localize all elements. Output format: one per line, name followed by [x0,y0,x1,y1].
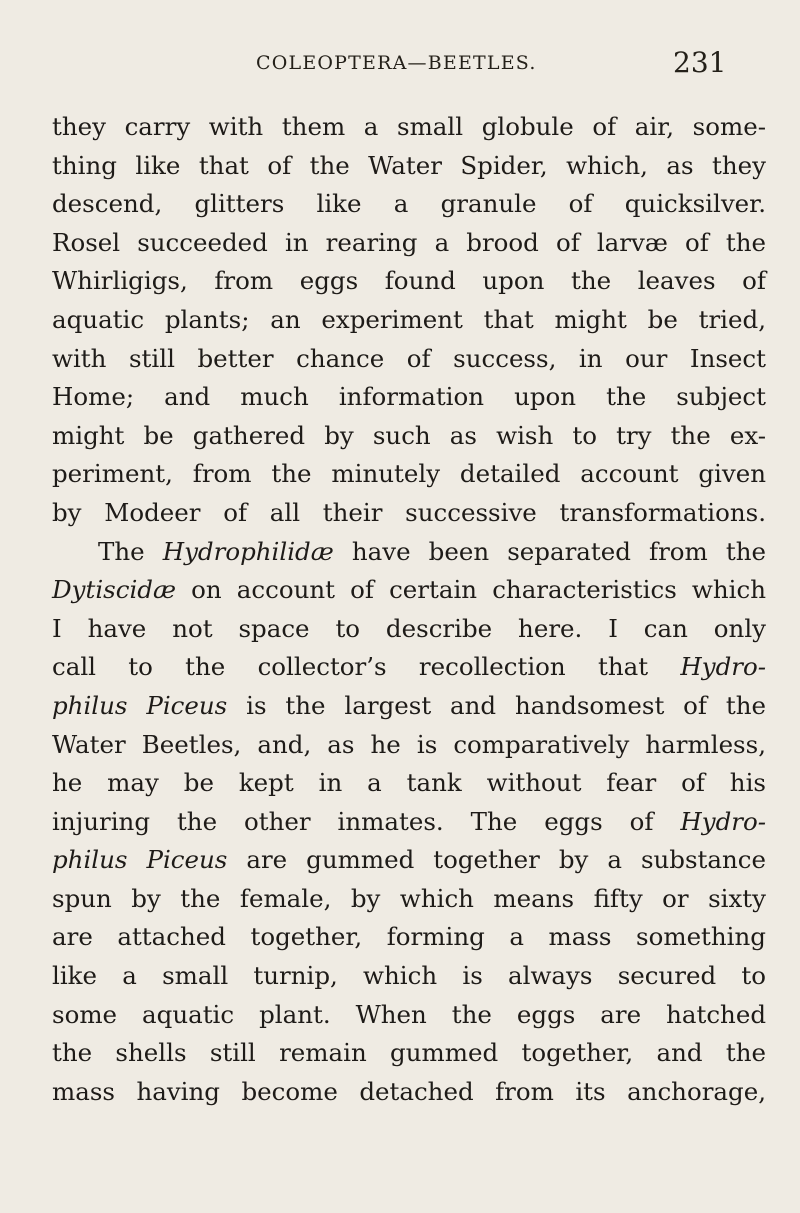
italic-text: Hydro- [680,652,766,682]
running-head: COLEOPTERA—BEETLES. [256,52,537,74]
text-line [52,610,766,649]
text-segment: he may be kept in a tank without fear of his [52,768,766,798]
page-number: 231 [673,46,727,79]
text-segment: Whirligigs, from eggs found upon the leaves of [52,266,766,296]
text-segment: with still better chance of success, in our Insect [52,343,766,373]
text-line [52,957,766,996]
text-segment: are attached together, forming a mass something [52,922,766,952]
italic-text: Dytiscidæ [52,575,177,605]
text-segment: I have not space to describe here. I can only [52,613,766,643]
text-line [52,571,766,610]
text-line [52,533,766,572]
text-line [52,147,766,186]
text-segment: on account of certain characteristics which [176,575,766,605]
text-line [52,726,766,765]
text-line [52,108,766,147]
text-segment: are gummed together by a substance [227,845,766,875]
text-segment: some aquatic plant. When the eggs are hatched [52,999,766,1029]
text-line [52,803,766,842]
text-line [52,687,766,726]
text-segment: injuring the other inmates. The eggs of [52,806,681,836]
text-segment: is the largest and handsomest of the [227,690,767,720]
text-line [52,224,766,263]
text-line [52,301,766,340]
body-text [52,108,766,1111]
text-line [52,455,766,494]
text-segment: mass having become detached from its anchorage, [52,1076,766,1106]
text-line [52,185,766,224]
italic-text: Hydrophilidæ [162,536,334,566]
text-line [52,880,766,919]
text-segment: thing like that of the Water Spider, which, as they [52,150,766,180]
text-line [52,417,766,456]
text-line [52,262,766,301]
text-line [52,494,766,533]
text-segment: aquatic plants; an experiment that might be tried, [52,304,766,334]
text-line [52,1073,766,1112]
text-line [52,918,766,957]
text-segment: they carry with them a small globule of air, some- [52,112,766,141]
italic-text: Hydro- [680,806,766,836]
text-line [52,1034,766,1073]
italic-text: philus Piceus [52,845,228,875]
text-segment: by Modeer of all their successive transformations. [52,497,766,527]
text-line [52,996,766,1035]
text-segment: have been separated from the [333,536,766,566]
text-line [52,340,766,379]
text-segment: spun by the female, by which means fifty or sixty [52,883,766,913]
text-segment: call to the collector’s recollection that [52,652,681,682]
text-segment: Water Beetles, and, as he is comparatively harmless, [52,729,766,759]
text-segment: The [98,536,163,566]
text-line [52,764,766,803]
text-segment: periment, from the minutely detailed account given [52,459,766,489]
italic-text: philus Piceus [52,690,228,720]
text-segment: like a small turnip, which is always secured to [52,961,766,991]
text-segment: Rosel succeeded in rearing a brood of larvæ of the [52,227,766,257]
text-segment: the shells still remain gummed together, and the [52,1038,766,1068]
text-segment: descend, glitters like a granule of quicksilver. [52,189,766,219]
text-segment: Home; and much information upon the subject [52,382,766,412]
text-line [52,648,766,687]
text-line [52,378,766,417]
text-line [52,841,766,880]
text-segment: might be gathered by such as wish to try the ex- [52,420,766,450]
